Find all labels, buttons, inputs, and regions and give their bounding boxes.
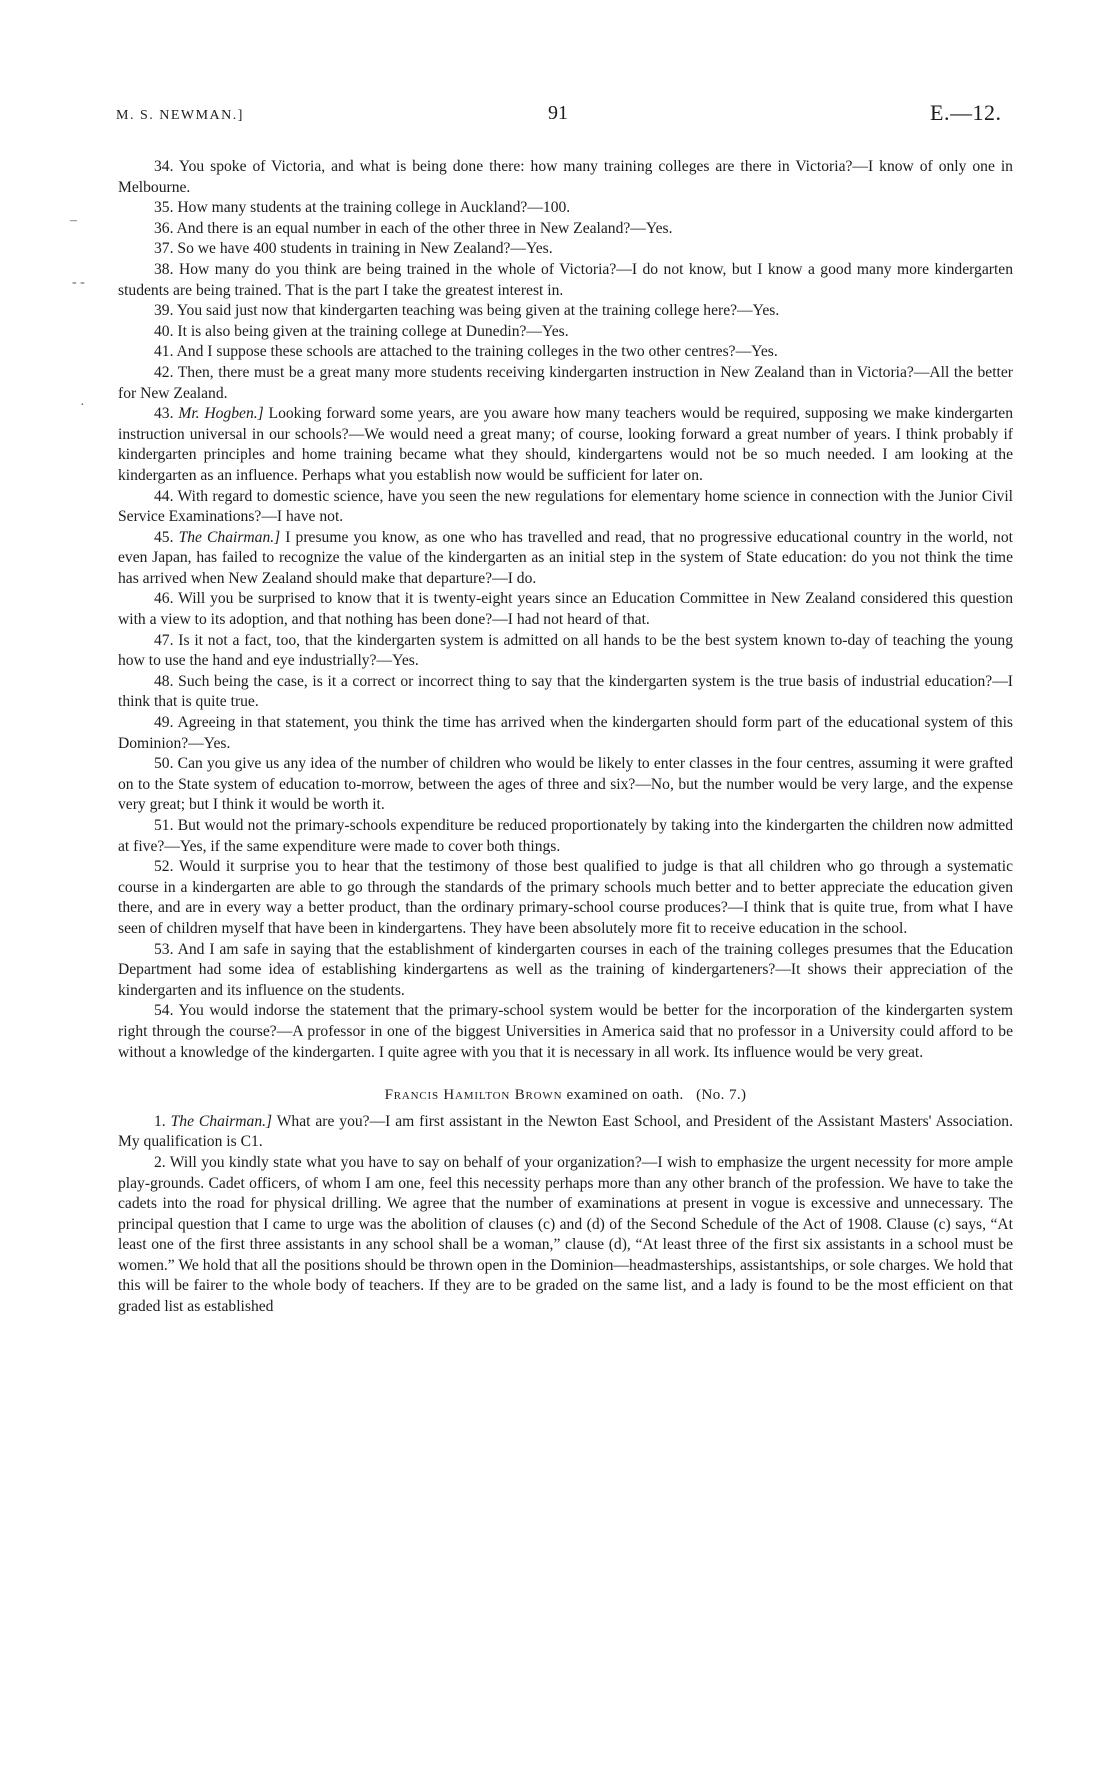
question-number: 38. xyxy=(154,260,174,278)
question-number: 50. xyxy=(154,755,174,773)
question-text: It is also being given at the training college at Dunedin?—Yes. xyxy=(177,322,569,340)
question-paragraph xyxy=(118,219,1013,240)
header-witness-name: M. S. NEWMAN.] xyxy=(116,108,244,123)
question-number: 1. xyxy=(154,1112,166,1130)
speaker-name: The Chairman.] xyxy=(170,1112,273,1130)
margin-mark: · xyxy=(80,398,85,413)
question-paragraph xyxy=(118,940,1013,1002)
question-text: How many do you think are being trained in the whole of Victoria?—I do not know, but I know a good many more kindergarten students are being trained. That is the part I take the greatest interest in. xyxy=(118,260,1014,299)
question-text: Will you be surprised to know that it is twenty-eight years since an Education Committee in New Zealand considered this question with a view to its adoption, and that nothing has been done?—I had not heard of that. xyxy=(118,590,1013,629)
speaker-name: Mr. Hogben.] xyxy=(178,405,264,423)
question-paragraph xyxy=(118,239,1013,260)
question-text: But would not the primary-schools expenditure be reduced proportionately by taking into the kindergarten the children now admitted at five?—Yes, if the same expenditure were made to cover both things. xyxy=(118,817,1013,855)
question-text: And I suppose these schools are attached to the training colleges in the two other centres?—Yes. xyxy=(176,343,778,361)
question-text: Such being the case, is it a correct or incorrect thing to say that the kindergarten system is the true basis of industrial education?—I think that is quite true. xyxy=(118,672,1013,711)
question-paragraph xyxy=(118,1153,1013,1318)
question-text: Can you give us any idea of the number of children who would be likely to enter classes in the four centres, assuming it were grafted on to the State system of education to-morrow, between the ages of three and six?—No, but the number would be very large, and the expense very great; but I think it would be worth it. xyxy=(118,755,1013,814)
question-paragraph xyxy=(118,1112,1013,1153)
question-paragraph xyxy=(118,1001,1013,1063)
questions-section-brown xyxy=(118,1112,1013,1318)
question-number: 36. xyxy=(154,219,174,237)
question-number: 40. xyxy=(154,322,174,340)
question-number: 43. xyxy=(154,405,174,423)
question-paragraph xyxy=(118,672,1013,713)
question-number: 49. xyxy=(154,714,174,732)
questions-section-newman xyxy=(118,157,1013,1063)
margin-mark: – xyxy=(70,213,77,228)
question-paragraph xyxy=(118,322,1013,343)
question-number: 51. xyxy=(154,817,174,834)
question-text: Then, there must be a great many more students receiving kindergarten instruction in New Zealand than in Victoria?—All the better for New Zealand. xyxy=(118,363,1013,402)
question-number: 34. xyxy=(154,158,174,175)
question-paragraph xyxy=(118,260,1013,301)
question-paragraph xyxy=(118,157,1013,198)
question-number: 35. xyxy=(154,199,174,217)
question-text: Is it not a fact, too, that the kindergarten system is admitted on all hands to be the best system known to-day of teaching the young how to use the hand and eye industrially?—Yes. xyxy=(118,631,1013,670)
question-text: Will you kindly state what you have to say on behalf of your organization?—I wish to emphasize the urgent necessity for more ample play-grounds. Cadet officers, of whom I am one, feel this necessity perhaps more than any other branch of the profession. We have to take the cadets into the road for physical drilling. We agree that the number of examinations at present in vogue is excessive and unnecessary. The principal question that I came to urge was the abolition of clauses (c) and (d) of the Second Schedule of the Act of 1908. Clause (c) says, “At least one of the first three assistants in any school shall be a woman,” clause (d), “At least three of the first six assistants in a school must be women.” We hold that all the positions should be thrown open in the Dominion—headmasterships, assistantships, or sole charges. We hold that this will be fairer to the whole body of teachers. If they are to be graded on the same list, and a lady is found to be the most efficient on that graded list as established xyxy=(118,1153,1013,1316)
margin-mark: - - xyxy=(72,275,85,290)
question-number: 39. xyxy=(154,302,174,320)
witness-name: Francis Hamilton Brown xyxy=(384,1087,563,1104)
running-header xyxy=(0,100,1114,130)
question-number: 2. xyxy=(154,1153,166,1171)
question-number: 54. xyxy=(154,1002,174,1020)
question-paragraph xyxy=(118,342,1013,363)
question-paragraph xyxy=(118,363,1013,404)
question-text: With regard to domestic science, have you seen the new regulations for elementary home science in connection with the Junior Civil Service Examinations?—I have not. xyxy=(118,487,1013,526)
speaker-name: The Chairman.] xyxy=(178,528,281,546)
question-number: 45. xyxy=(154,528,174,546)
question-number: 44. xyxy=(154,487,174,505)
question-paragraph xyxy=(118,198,1013,219)
question-number: 41. xyxy=(154,343,174,361)
question-text: You spoke of Victoria, and what is being done there: how many training colleges are there in Victoria?—I know of only one in Melbourne. xyxy=(118,158,1013,196)
question-paragraph xyxy=(118,404,1013,486)
question-number: 46. xyxy=(154,590,174,608)
question-paragraph xyxy=(118,301,1013,322)
question-text: And I am safe in saying that the establishment of kindergarten courses in each of the training colleges presumes that the Education Department had some idea of establishing kindergartens as well as the training of kindergarteners?—It shows their appreciation of the kindergarten and its influence on the students. xyxy=(118,940,1013,999)
question-paragraph xyxy=(118,631,1013,672)
question-paragraph xyxy=(118,713,1013,754)
question-text: Would it surprise you to hear that the testimony of those best qualified to judge is that all children who go through a systematic course in a kindergarten are able to go through the standards of the primary schools much better and to better appreciate the education given there, and are in every way a better product, than the ordinary primary-school course produces?—I think that is quite true, from what I have seen of children myself that have been in kindergartens. They have been absolutely more fit to receive education in the school. xyxy=(118,858,1013,937)
question-number: 52. xyxy=(154,858,174,876)
question-text: How many students at the training college in Auckland?—100. xyxy=(177,199,571,217)
question-paragraph xyxy=(118,528,1013,590)
body-text xyxy=(118,157,1013,1318)
question-text: You would indorse the statement that the primary-school system would be better for the incorporation of the kindergarten system right through the course?—A professor in one of the biggest Universities in America said that no professor in a University could afford to be without a knowledge of the kindergarten. I quite agree with you that it is necessary in all work. Its influence would be very great. xyxy=(118,1002,1013,1061)
question-text: What are you?—I am first assistant in the Newton East School, and President of the Assistant Masters' Association. My qualification is C1. xyxy=(118,1112,1013,1151)
question-paragraph xyxy=(118,857,1013,939)
question-number: 53. xyxy=(154,940,174,958)
question-text: Looking forward some years, are you aware how many teachers would be required, supposing we make kindergarten instruction universal in our schools?—We would need a great many; of course, looking forward a great number of years. I think probably if kindergarten principles and home training became what they should, kindergartens would not be so much needed. I am looking at the kindergarten as an influence. Perhaps what you establish now would be sufficient for later on. xyxy=(118,405,1014,484)
witness-heading-text: examined on oath. xyxy=(566,1087,684,1104)
question-paragraph xyxy=(118,487,1013,528)
witness-number: (No. 7.) xyxy=(696,1087,747,1104)
question-number: 37. xyxy=(154,240,174,258)
question-paragraph xyxy=(118,816,1013,857)
question-text: So we have 400 students in training in New Zealand?—Yes. xyxy=(177,240,553,258)
question-number: 47. xyxy=(154,631,174,649)
question-number: 42. xyxy=(154,363,174,381)
question-text: You said just now that kindergarten teaching was being given at the training college here?—Yes. xyxy=(176,302,780,320)
question-text: Agreeing in that statement, you think the time has arrived when the kindergarten should form part of the educational system of this Dominion?—Yes. xyxy=(118,714,1013,752)
question-paragraph xyxy=(118,589,1013,630)
witness-heading xyxy=(118,1085,1013,1106)
document-reference: E.—12. xyxy=(930,100,1002,125)
question-text: I presume you know, as one who has travelled and read, that no progressive educational country in the world, not even Japan, has failed to recognize the value of the kindergarten as an initial step in the system of State education: do you not think the time has arrived when New Zealand should make that departure?—I do. xyxy=(118,528,1013,587)
question-paragraph xyxy=(118,754,1013,816)
page-number: 91 xyxy=(548,102,568,124)
question-number: 48. xyxy=(154,672,174,690)
question-text: And there is an equal number in each of the other three in New Zealand?—Yes. xyxy=(176,219,673,237)
